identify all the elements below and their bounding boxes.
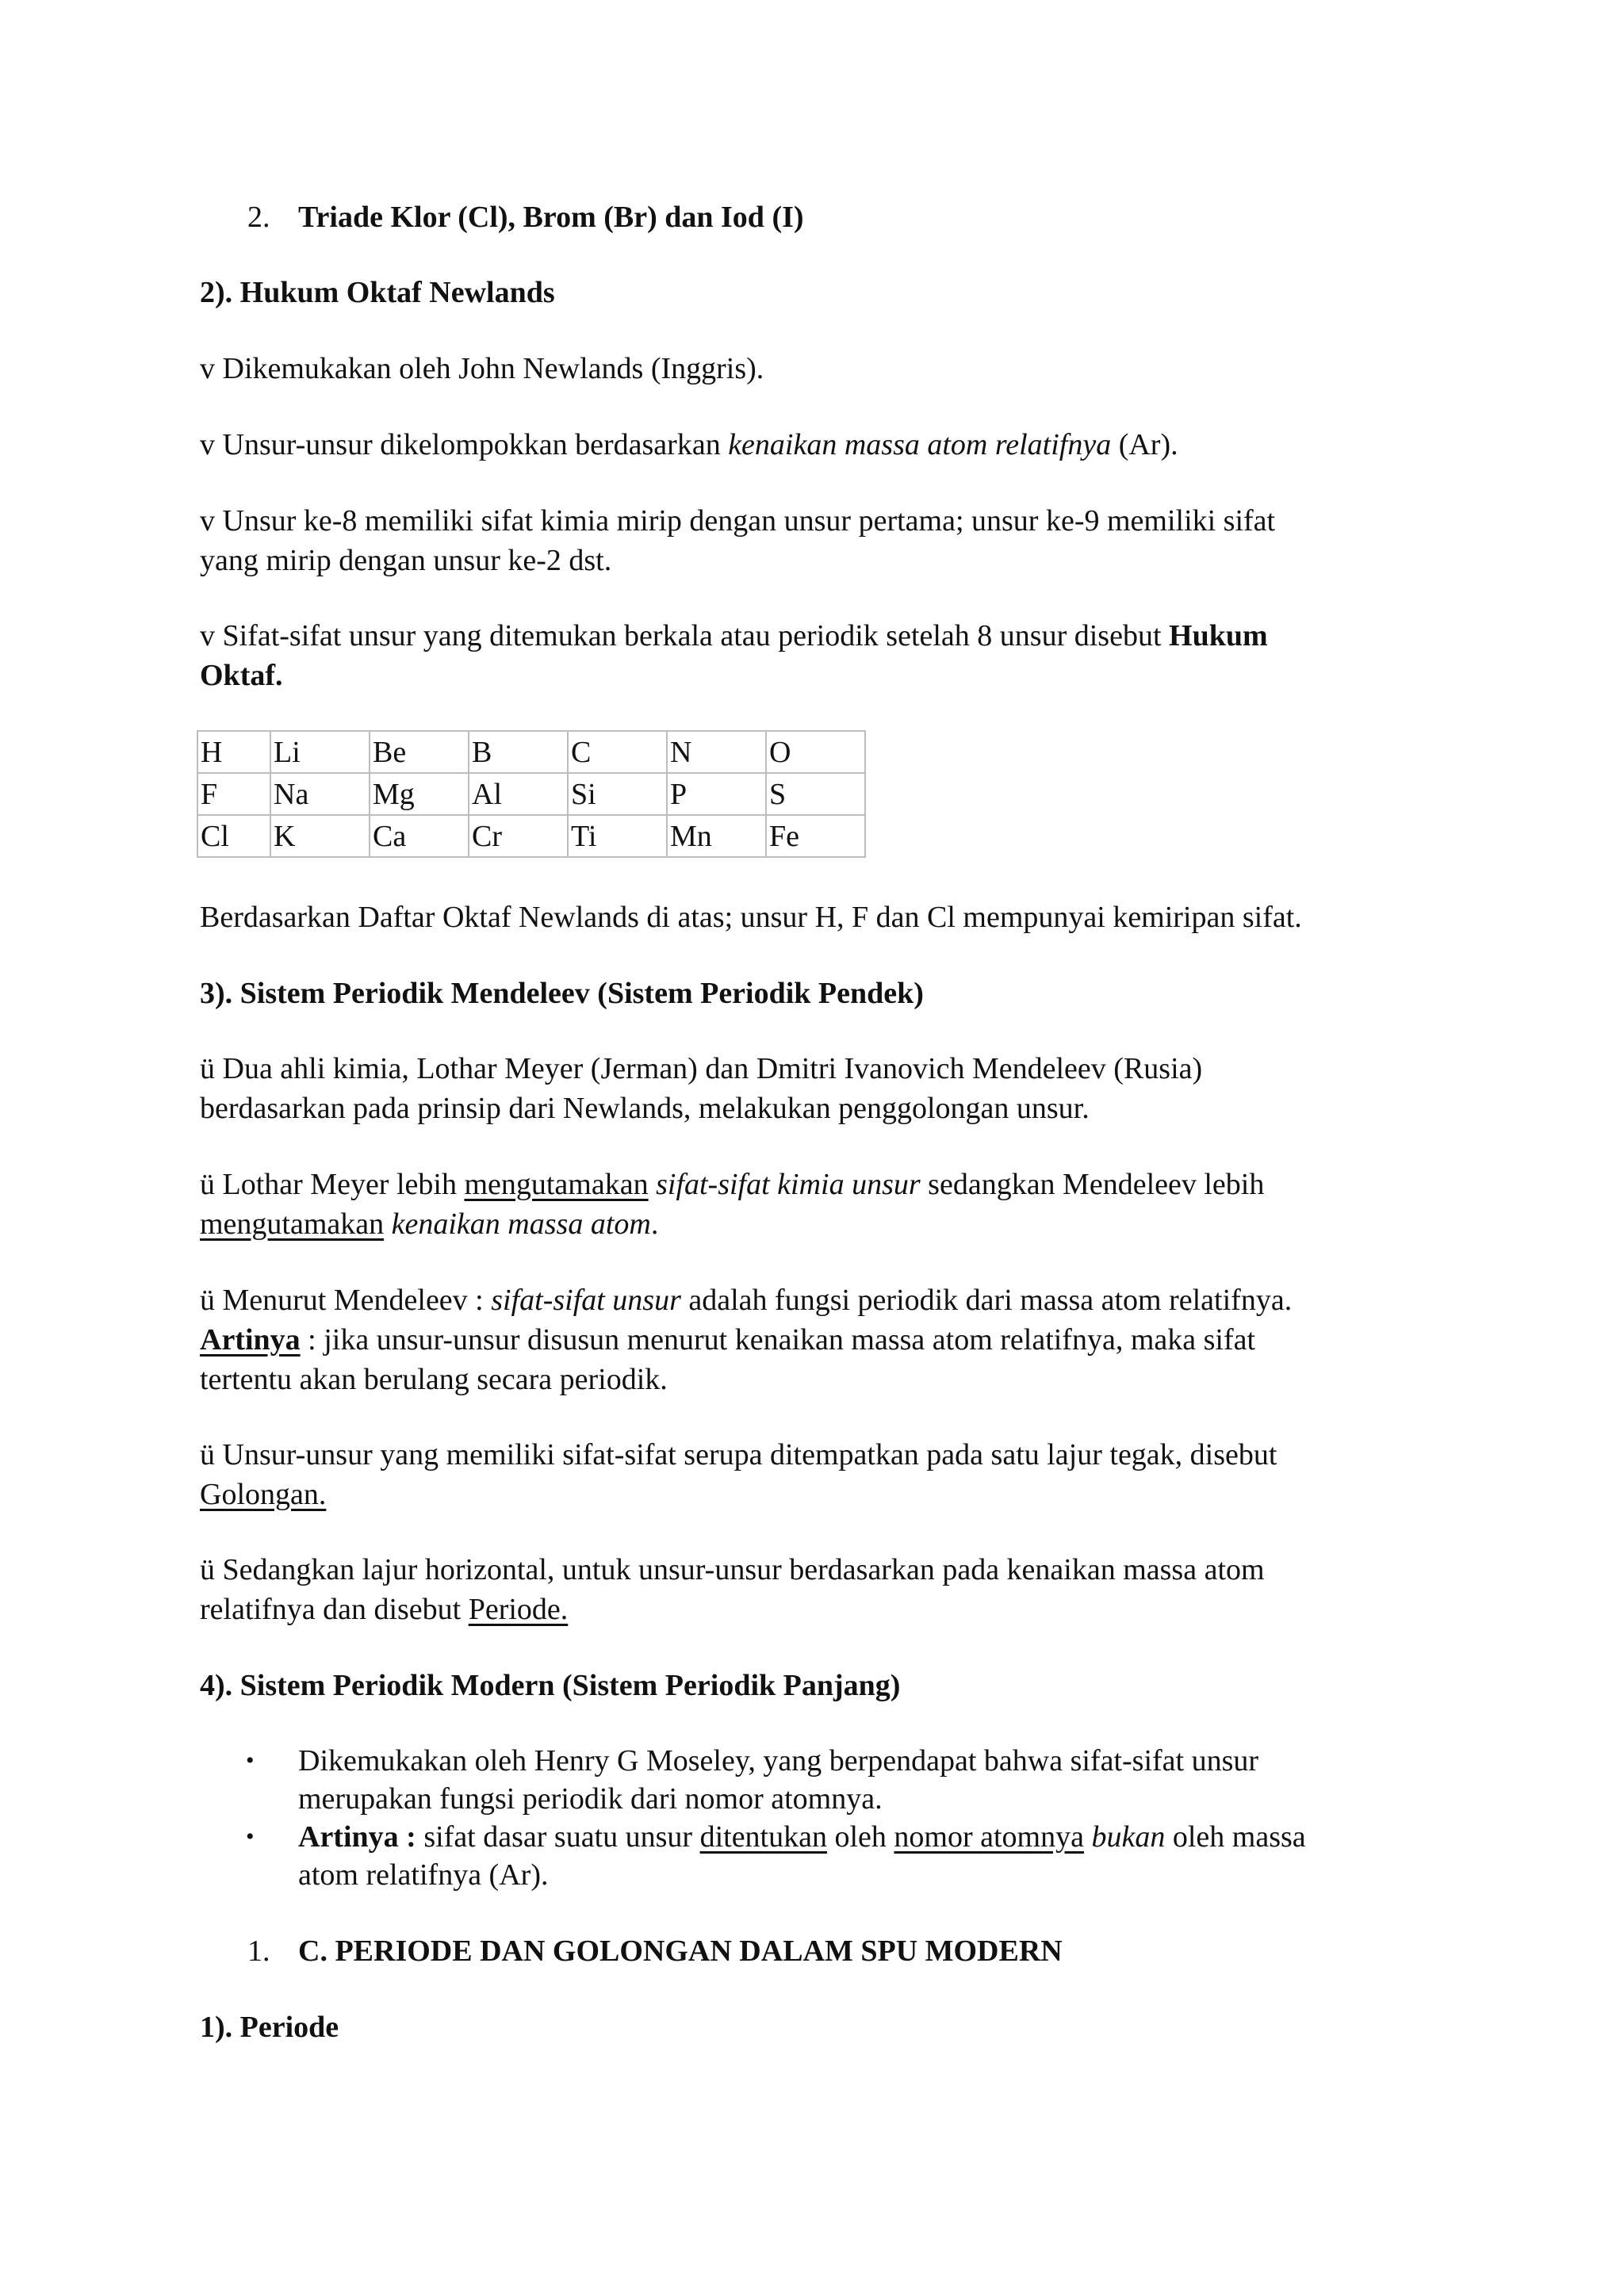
paragraph-newlands-1: v Dikemukakan oleh John Newlands (Inggris). [200, 352, 764, 385]
table-cell: P [667, 773, 766, 815]
table-cell: K [270, 815, 370, 857]
table-row [197, 773, 865, 815]
table-cell: N [667, 731, 766, 773]
item-number: 1. [247, 1934, 270, 1968]
table-row [197, 731, 865, 773]
bullet-icon: • [246, 1747, 255, 1774]
table-cell: Be [370, 731, 469, 773]
table-cell: O [766, 731, 865, 773]
table-cell: Fe [766, 815, 865, 857]
item-number: 2. [247, 201, 270, 234]
numbered-item-triade [247, 198, 270, 236]
table-cell: Cr [469, 815, 568, 857]
table-cell: S [766, 773, 865, 815]
table-cell: Si [568, 773, 667, 815]
item-c-text: C. PERIODE DAN GOLONGAN DALAM SPU MODERN [298, 1934, 1063, 1968]
table-cell: Ca [370, 815, 469, 857]
table-cell: Na [270, 773, 370, 815]
paragraph-newlands-summary: Berdasarkan Daftar Oktaf Newlands di atas; unsur H, F dan Cl mempunyai kemiripan sifat. [200, 901, 1302, 934]
table-cell: H [197, 731, 270, 773]
octaf-newlands-table [197, 730, 866, 858]
table-cell: F [197, 773, 270, 815]
paragraph-newlands-2: v Unsur-unsur dikelompokkan berdasarkan kenaikan massa atom relatifnya (Ar). [200, 428, 1178, 461]
heading-hukum-oktaf: 2). Hukum Oktaf Newlands [200, 276, 555, 309]
table-cell: Mg [370, 773, 469, 815]
table-cell: C [568, 731, 667, 773]
table-cell: Al [469, 773, 568, 815]
table-cell: Mn [667, 815, 766, 857]
bullet-icon: • [246, 1823, 255, 1850]
heading-modern: 4). Sistem Periodik Modern (Sistem Periodik Panjang) [200, 1669, 901, 1702]
table-row [197, 815, 865, 857]
table-cell: Ti [568, 815, 667, 857]
heading-mendeleev: 3). Sistem Periodik Mendeleev (Sistem Periodik Pendek) [200, 977, 924, 1010]
item-triade-text: Triade Klor (Cl), Brom (Br) dan Iod (I) [298, 201, 804, 234]
table-cell: Li [270, 731, 370, 773]
numbered-item-c [247, 1932, 270, 1970]
heading-periode: 1). Periode [200, 2011, 339, 2044]
table-cell: B [469, 731, 568, 773]
table-cell: Cl [197, 815, 270, 857]
